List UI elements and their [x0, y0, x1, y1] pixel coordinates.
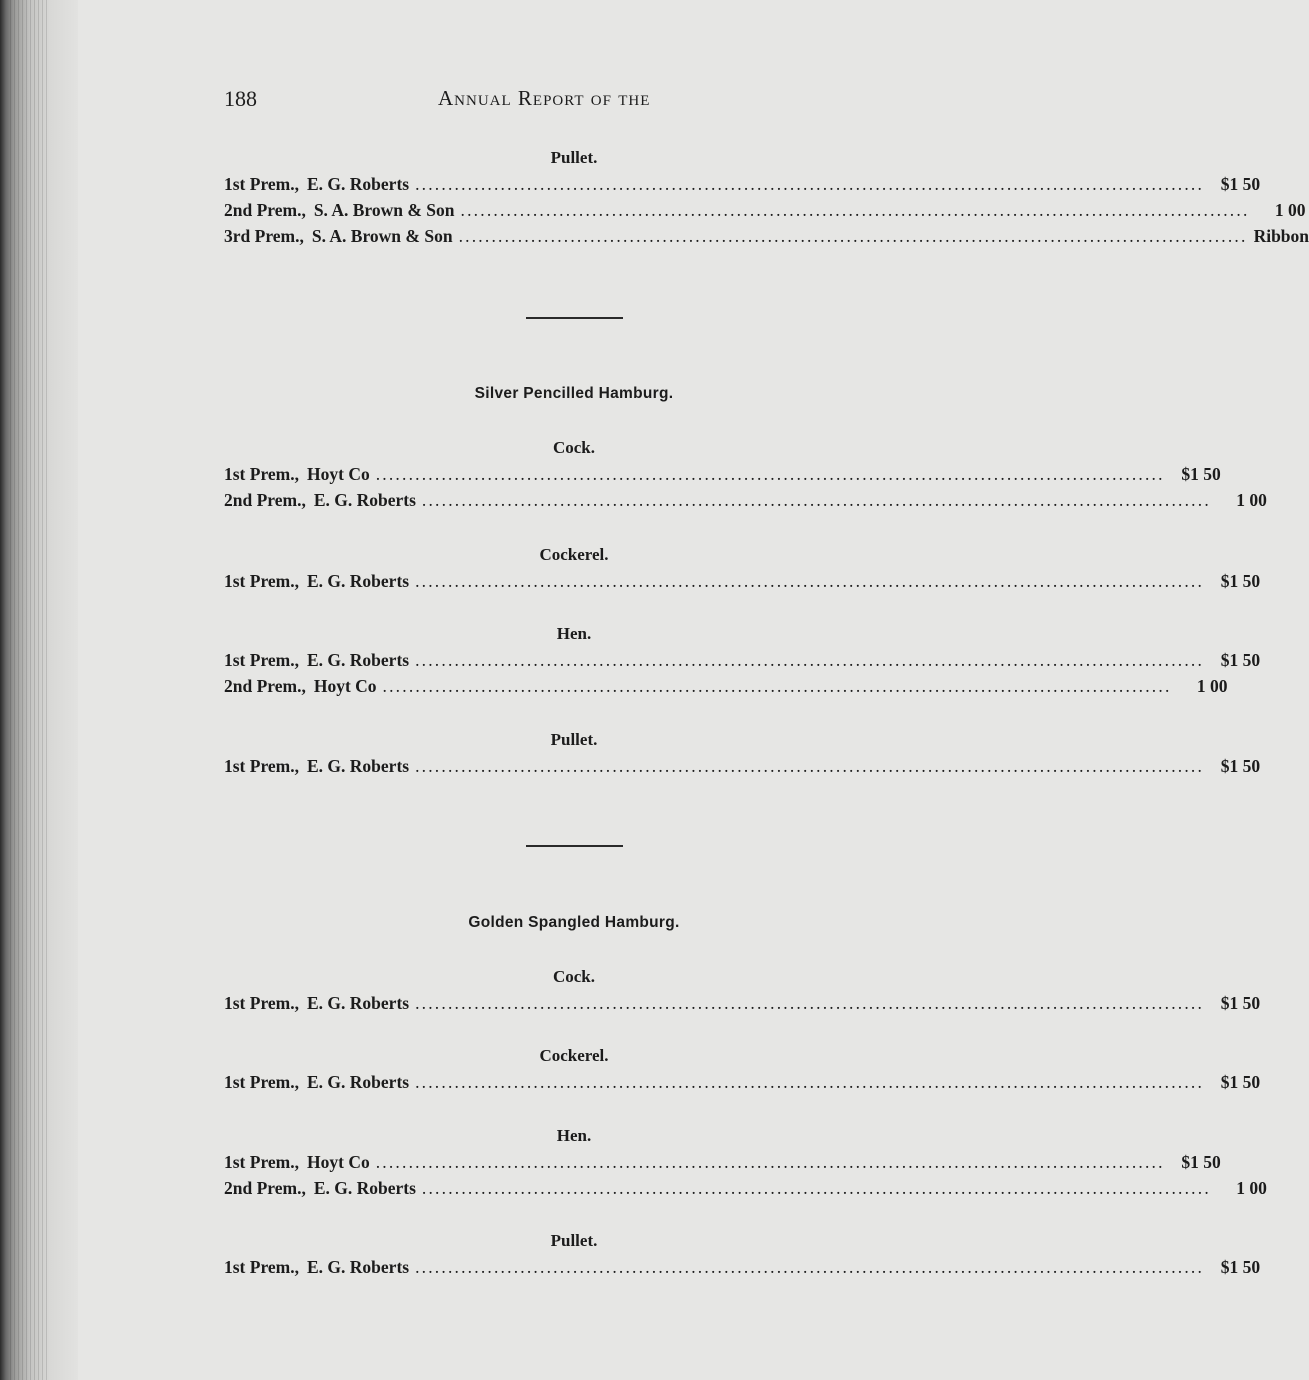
class-heading: Cockerel. — [539, 1046, 609, 1065]
class-block-cockerel — [224, 542, 1261, 594]
exhibitor-name: Hoyt Co — [307, 464, 370, 484]
section-divider — [526, 845, 623, 847]
premium-label: 2nd Prem., — [224, 676, 306, 696]
class-heading: Cock. — [552, 967, 596, 986]
award-amount: $1 50 — [1181, 464, 1221, 484]
premium-label: 1st Prem., — [224, 650, 299, 670]
entry-row — [224, 990, 1261, 1016]
exhibitor-name: Hoyt Co — [313, 676, 377, 696]
class-heading: Cockerel. — [539, 545, 609, 564]
award-amount: $1 50 — [1220, 1072, 1261, 1092]
running-head: Annual Report of the — [438, 86, 651, 110]
premium-label: 1st Prem., — [224, 1257, 299, 1277]
entry-row — [224, 647, 1261, 673]
premium-label: 1st Prem., — [224, 571, 299, 591]
class-block-hen — [224, 1123, 1267, 1201]
award-amount: $1 50 — [1220, 571, 1261, 591]
dot-leader: ........................................................................................................................ — [415, 650, 1205, 670]
class-block-pullet — [224, 1228, 1261, 1280]
award-amount: $1 50 — [1220, 174, 1261, 194]
exhibitor-name: E. G. Roberts — [313, 1178, 416, 1198]
dot-leader: ........................................................................................................................ — [415, 571, 1205, 591]
class-block-hen — [224, 621, 1261, 699]
entry-row — [224, 673, 1228, 699]
dot-leader: ........................................................................................................................ — [458, 226, 1248, 246]
dot-leader: ........................................................................................................................ — [415, 756, 1205, 776]
exhibitor-name: E. G. Roberts — [307, 756, 410, 776]
section-divider — [526, 317, 623, 319]
entry-row — [224, 753, 1261, 779]
entry-row — [224, 171, 1261, 197]
premium-label: 1st Prem., — [224, 1072, 299, 1092]
dot-leader: ........................................................................................................................ — [415, 174, 1205, 194]
breed-heading-block — [224, 910, 924, 936]
exhibitor-name: E. G. Roberts — [307, 174, 410, 194]
class-block-pullet — [224, 727, 1261, 779]
award-amount: $1 50 — [1220, 650, 1261, 670]
exhibitor-name: E. G. Roberts — [307, 993, 410, 1013]
award-amount: $1 50 — [1220, 993, 1261, 1013]
entry-row — [224, 461, 1221, 487]
class-block-cockerel — [224, 1043, 1261, 1095]
exhibitor-name: E. G. Roberts — [307, 571, 410, 591]
exhibitor-name: Hoyt Co — [307, 1152, 370, 1172]
entry-row — [224, 1175, 1267, 1201]
premium-label: 2nd Prem., — [224, 490, 306, 510]
exhibitor-name: E. G. Roberts — [307, 650, 410, 670]
premium-label: 3rd Prem., — [224, 226, 304, 246]
premium-label: 1st Prem., — [224, 756, 299, 776]
entry-row — [224, 487, 1267, 513]
entry-row — [224, 197, 1306, 223]
premium-label: 1st Prem., — [224, 174, 299, 194]
award-amount: $1 50 — [1220, 756, 1261, 776]
exhibitor-name: E. G. Roberts — [307, 1072, 410, 1092]
dot-leader: ........................................................................................................................ — [421, 490, 1211, 510]
exhibitor-name: E. G. Roberts — [313, 490, 416, 510]
exhibitor-name: S. A. Brown & Son — [311, 226, 453, 246]
premium-label: 2nd Prem., — [224, 200, 306, 220]
award-amount: 1 00 — [1274, 200, 1306, 220]
class-heading: Cock. — [552, 438, 596, 457]
class-heading: Pullet. — [550, 1231, 598, 1250]
award-amount: 1 00 — [1236, 490, 1267, 510]
award-amount: 1 00 — [1236, 1178, 1267, 1198]
class-block-cock — [224, 435, 1267, 513]
entry-row — [224, 568, 1261, 594]
class-heading: Pullet. — [550, 730, 598, 749]
dot-leader: ........................................................................................................................ — [375, 1152, 1165, 1172]
dot-leader: ........................................................................................................................ — [382, 676, 1172, 696]
dot-leader: ........................................................................................................................ — [415, 993, 1205, 1013]
breed-heading: Silver Pencilled Hamburg. — [474, 385, 674, 402]
entry-row — [224, 223, 1309, 249]
premium-label: 2nd Prem., — [224, 1178, 306, 1198]
entry-row — [224, 1254, 1261, 1280]
award-amount: $1 50 — [1181, 1152, 1221, 1172]
class-block-cock — [224, 964, 1261, 1016]
dot-leader: ........................................................................................................................ — [375, 464, 1165, 484]
exhibitor-name: S. A. Brown & Son — [313, 200, 455, 220]
award-amount: $1 50 — [1220, 1257, 1261, 1277]
breed-heading: Golden Spangled Hamburg. — [468, 914, 680, 931]
class-block-pullet — [224, 145, 1309, 249]
class-heading: Hen. — [556, 624, 592, 643]
dot-leader: ........................................................................................................................ — [415, 1072, 1205, 1092]
class-heading: Pullet. — [550, 148, 598, 167]
award-amount: 1 00 — [1196, 676, 1228, 696]
exhibitor-name: E. G. Roberts — [307, 1257, 410, 1277]
dot-leader: ........................................................................................................................ — [460, 200, 1250, 220]
class-heading: Hen. — [556, 1126, 592, 1145]
dot-leader: ........................................................................................................................ — [421, 1178, 1211, 1198]
page-number: 188 — [224, 86, 257, 111]
dot-leader: ........................................................................................................................ — [415, 1257, 1205, 1277]
entry-row — [224, 1069, 1261, 1095]
award-amount: Ribbon — [1253, 226, 1309, 246]
breed-heading-block — [224, 381, 924, 407]
premium-label: 1st Prem., — [224, 464, 299, 484]
premium-label: 1st Prem., — [224, 993, 299, 1013]
entry-row — [224, 1149, 1221, 1175]
premium-label: 1st Prem., — [224, 1152, 299, 1172]
